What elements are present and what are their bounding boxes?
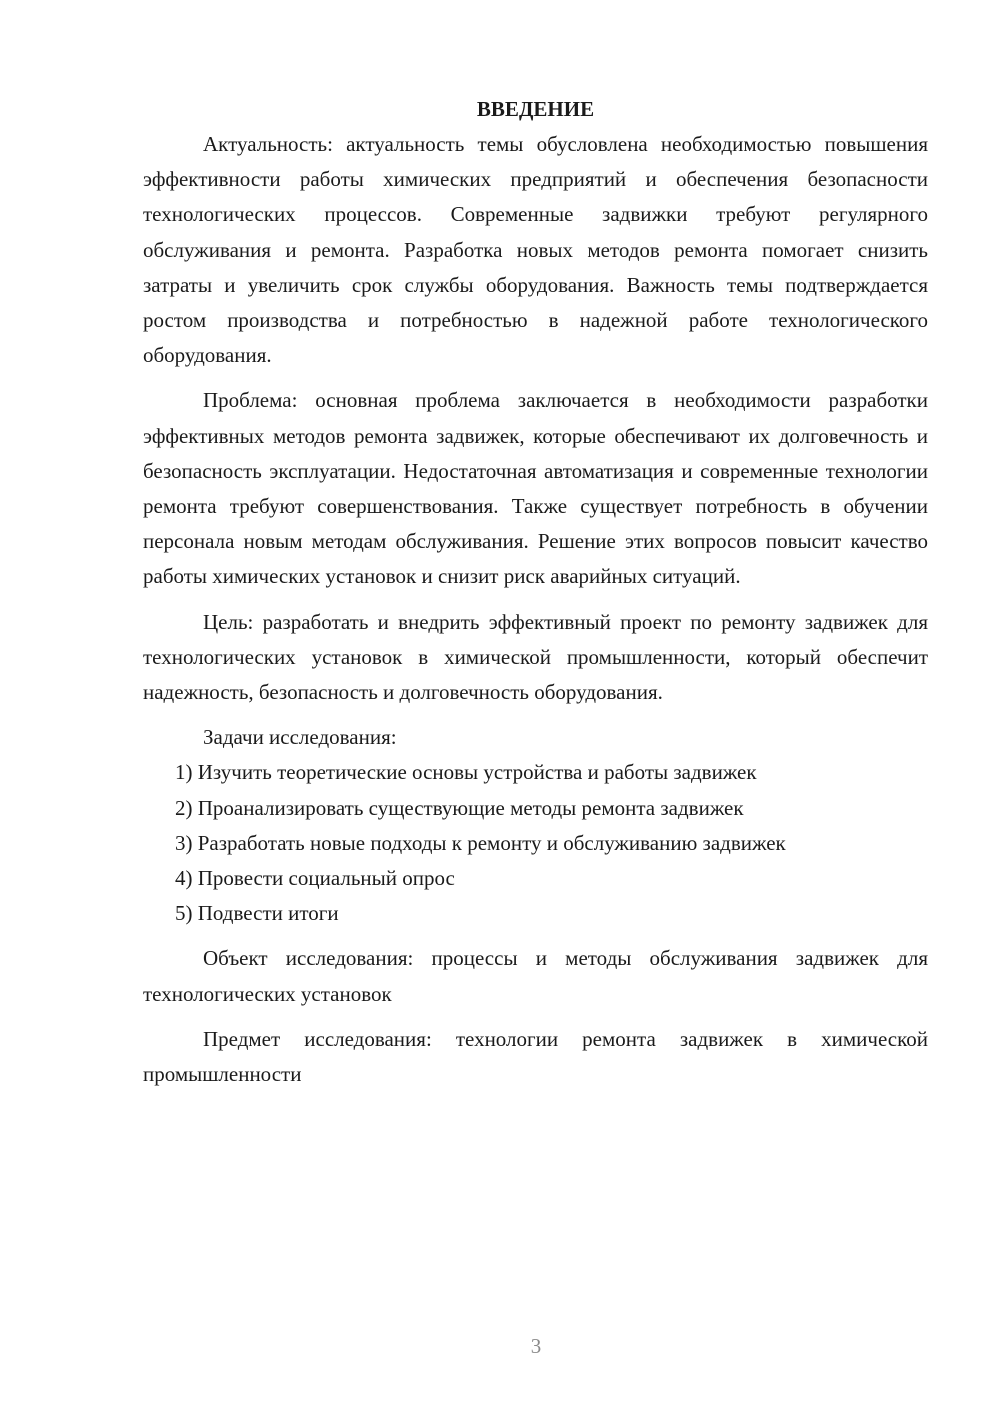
paragraph-goal: Цель: разработать и внедрить эффективный проект по ремонту задвижек для технологических установок в химической промышленности, который обеспечит надежность, безопасность и долговечность оборудования. bbox=[143, 609, 928, 705]
task-item-3: 3) Разработать новые подходы к ремонту и обслуживанию задвижек bbox=[175, 830, 786, 855]
page-number: 3 bbox=[530, 1334, 542, 1358]
paragraph-problem: Проблема: основная проблема заключается в необходимости разработки эффективных методов ремонта задвижек, которые обеспечивают их долговечность и безопасность эксплуатации. Недостаточная автоматизация и современные технологии ремонта требуют совершенствования. Также существует потребность в обучении персонала новым методам обслуживания. Решение этих вопросов повысит качество работы химических установок и снизит риск аварийных ситуаций. bbox=[143, 388, 928, 589]
task-item-5: 5) Подвести итоги bbox=[175, 901, 339, 926]
paragraph-object: Объект исследования: процессы и методы обслуживания задвижек для технологических установок bbox=[143, 946, 928, 1006]
paragraph-subject: Предмет исследования: технологии ремонта задвижек в химической промышленности bbox=[143, 1026, 928, 1087]
task-item-4: 4) Провести социальный опрос bbox=[175, 866, 455, 891]
page-title: ВВЕДЕНИЕ bbox=[476, 97, 595, 121]
page-content bbox=[143, 92, 928, 1092]
paragraph-relevance: Актуальность: актуальность темы обусловлена необходимостью повышения эффективности работы химических предприятий и обеспечения безопасности технологических процессов. Современные задвижки требуют регулярного обслуживания и ремонта. Разработка новых методов ремонта помогает снизить затраты и увеличить срок службы оборудования. Важность темы подтверждается ростом производства и потребностью в надежной работе технологического оборудования. bbox=[143, 132, 928, 368]
task-item-2: 2) Проанализировать существующие методы ремонта задвижек bbox=[175, 795, 744, 820]
tasks-heading: Задачи исследования: bbox=[203, 725, 397, 750]
task-item-1: 1) Изучить теоретические основы устройства и работы задвижек bbox=[175, 760, 757, 785]
